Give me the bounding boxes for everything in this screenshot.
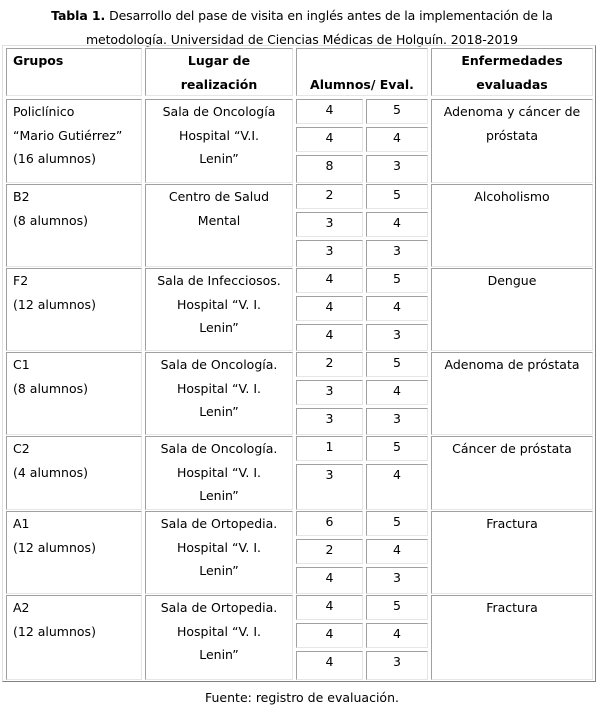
lugar-line: Centro de Salud [168,189,270,204]
header-grupos-label: Grupos [13,53,64,68]
grupo-line: (4 alumnos) [13,464,88,480]
lugar-line: Lenin” [199,404,239,419]
grupo-line: F2 [13,273,29,288]
lugar-line: Sala de Oncología. [160,441,278,456]
grupo-line: (16 alumnos) [13,151,96,166]
eval-cell: 3 [366,651,428,680]
lugar-line: Lenin” [199,151,239,166]
lugar-line: Lenin” [199,563,239,578]
lugar-line: Hospital “V.I. [178,127,260,143]
grupo-line: (8 alumnos) [13,212,88,228]
enfermedad-cell [431,99,593,183]
eval-cell: 5 [366,595,428,620]
header-alumnos-eval-label: Alumnos/ Eval. [310,76,414,92]
header-enf-line1: Enfermedades [461,53,563,68]
grupo-cell [6,268,142,351]
alumnos-cell: 3 [296,408,363,435]
enfermedad-line: Cáncer de próstata [452,441,572,456]
alumnos-cell: 4 [296,99,363,124]
eval-cell: 5 [366,436,428,461]
lugar-cell [145,511,293,594]
lugar-line: Lenin” [199,647,239,662]
grupo-line: (8 alumnos) [13,380,88,396]
lugar-line: Sala de Oncología. [160,357,278,372]
enfermedad-cell [431,268,593,351]
lugar-line: Hospital “V. I. [177,464,261,480]
grupo-line: Policlínico [13,104,75,119]
lugar-line: Sala de Infecciosos. [157,273,281,288]
alumnos-cell: 2 [296,352,363,377]
enfermedad-line: Adenoma de próstata [444,357,580,372]
alumnos-cell: 4 [296,268,363,293]
header-lugar-line2: realización [180,76,258,92]
enfermedad-line: próstata [485,127,539,143]
grupo-line: “Mario Gutiérrez” [13,127,123,143]
lugar-cell [145,184,293,267]
lugar-cell [145,99,293,183]
lugar-cell [145,595,293,680]
alumnos-cell: 4 [296,567,363,594]
lugar-line: Hospital “V. I. [177,539,261,555]
eval-cell: 4 [366,296,428,321]
eval-cell: 5 [366,268,428,293]
grupo-line: C1 [13,357,30,372]
lugar-cell [145,268,293,351]
lugar-line: Hospital “V. I. [177,623,261,639]
eval-cell: 5 [366,184,428,209]
grupo-line: A2 [13,600,30,615]
eval-cell: 3 [366,324,428,351]
alumnos-cell: 4 [296,595,363,620]
alumnos-cell: 4 [296,127,363,152]
eval-cell: 5 [366,352,428,377]
grupo-cell [6,184,142,267]
alumnos-cell: 3 [296,464,363,510]
eval-cell: 4 [366,212,428,237]
alumnos-cell: 2 [296,539,363,564]
enfermedad-line: Dengue [487,273,537,288]
alumnos-cell: 3 [296,240,363,267]
lugar-line: Mental [197,212,241,228]
header-enf-line2: evaluadas [476,76,548,92]
lugar-line: Hospital “V. I. [177,380,261,396]
grupo-line: (12 alumnos) [13,539,96,555]
eval-cell: 3 [366,408,428,435]
lugar-line: Sala de Oncología [162,104,276,119]
alumnos-cell: 3 [296,212,363,237]
lugar-line: Lenin” [199,488,239,503]
enfermedad-cell [431,184,593,267]
eval-cell: 3 [366,240,428,267]
grupo-line: (12 alumnos) [13,623,96,639]
enfermedad-line: Fractura [486,516,538,531]
eval-cell: 4 [366,127,428,152]
alumnos-cell: 3 [296,380,363,405]
caption-label: Tabla 1. [51,8,106,23]
caption-line-2: metodología. Universidad de Ciencias Médicas de Holguín. 2018-2019 [85,32,519,47]
eval-cell: 4 [366,464,428,510]
lugar-line: Lenin” [199,320,239,335]
eval-cell: 3 [366,155,428,183]
grupo-line: A1 [13,516,30,531]
enfermedad-line: Alcoholismo [474,189,550,204]
enfermedad-cell [431,511,593,594]
alumnos-cell: 2 [296,184,363,209]
alumnos-cell: 4 [296,623,363,648]
lugar-cell [145,352,293,435]
grupo-line: B2 [13,189,30,204]
alumnos-cell: 1 [296,436,363,461]
eval-cell: 5 [366,99,428,124]
alumnos-cell: 4 [296,324,363,351]
grupo-cell [6,595,142,680]
eval-cell: 3 [366,567,428,594]
header-lugar-line1: Lugar de [187,53,251,68]
caption-line-1 [0,4,604,28]
grupo-cell [6,352,142,435]
enfermedad-cell [431,436,593,510]
source-note: Fuente: registro de evaluación. [205,690,399,705]
lugar-line: Sala de Ortopedia. [160,516,278,531]
grupo-line: (12 alumnos) [13,296,96,312]
grupo-cell [6,99,142,183]
header-enfermedades [431,48,593,96]
lugar-line: Hospital “V. I. [177,296,261,312]
alumnos-cell: 4 [296,296,363,321]
enfermedad-cell [431,352,593,435]
grupo-line: C2 [13,441,30,456]
enfermedad-line: Fractura [486,600,538,615]
eval-cell: 4 [366,539,428,564]
alumnos-cell: 6 [296,511,363,536]
header-lugar [145,48,293,96]
enfermedad-cell [431,595,593,680]
caption-text-1: Desarrollo del pase de visita en inglés antes de la implementación de la [109,8,553,23]
enfermedad-line: Adenoma y cáncer de [443,104,581,119]
lugar-cell [145,436,293,510]
lugar-line: Sala de Ortopedia. [160,600,278,615]
header-grupos [6,48,142,96]
grupo-cell [6,436,142,510]
grupo-cell [6,511,142,594]
alumnos-cell: 8 [296,155,363,183]
eval-cell: 4 [366,623,428,648]
eval-cell: 4 [366,380,428,405]
alumnos-cell: 4 [296,651,363,680]
header-alumnos-eval [296,48,428,96]
eval-cell: 5 [366,511,428,536]
